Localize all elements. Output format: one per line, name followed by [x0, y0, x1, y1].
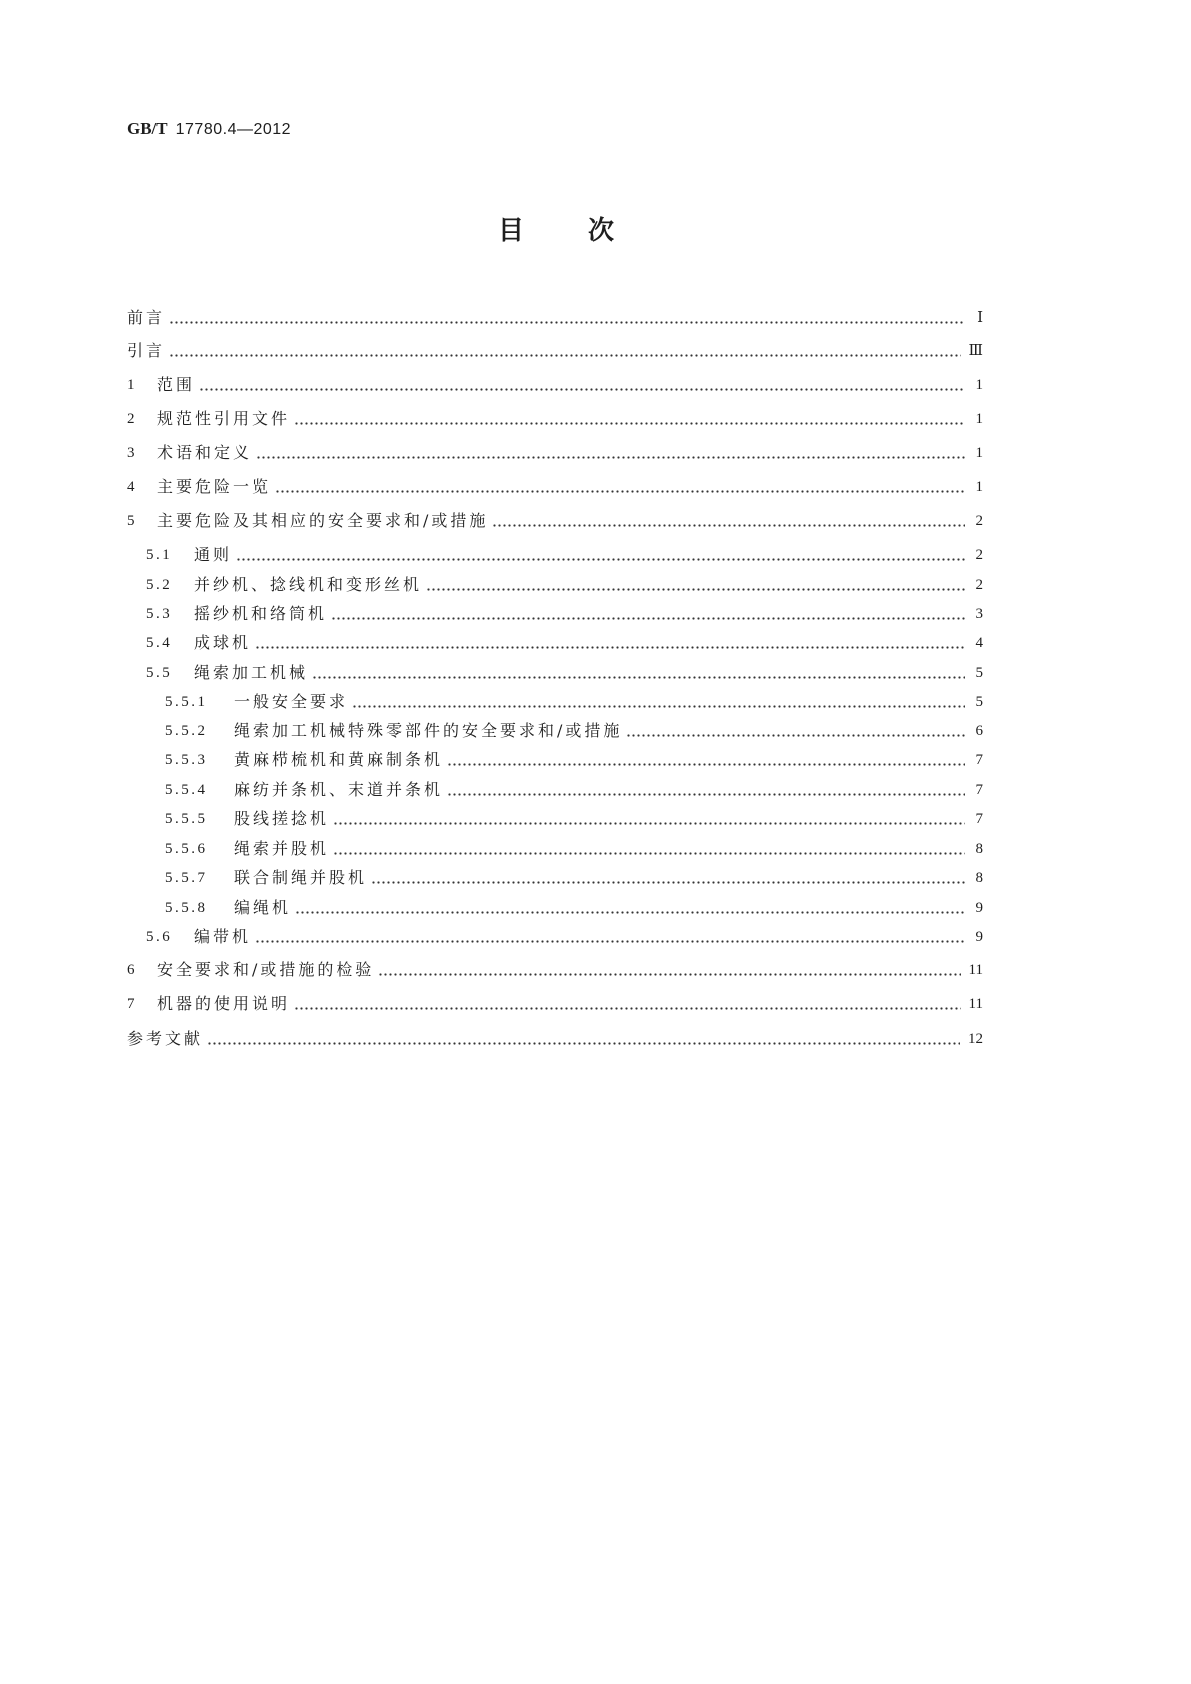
toc-entry-page: Ⅲ [968, 343, 983, 359]
toc-entry-page: 1 [975, 411, 983, 427]
toc-entry-page: 11 [968, 996, 983, 1012]
toc-dot-leader [331, 603, 965, 625]
toc-entry-page: 5 [975, 694, 983, 710]
toc-entry-number: 5.6 [146, 929, 173, 945]
toc-entry [127, 442, 983, 464]
toc-entry-page: 12 [968, 1031, 983, 1047]
toc-dot-leader [371, 867, 965, 889]
toc-entry-number: 5 [127, 513, 137, 529]
toc-entry-number: 5.4 [146, 635, 173, 651]
toc-entry-label: 安全要求和/或措施的检验 [157, 960, 375, 979]
toc-entry-label: 编绳机 [234, 898, 292, 917]
toc-entry-page: 8 [975, 841, 983, 857]
toc-entry [127, 720, 983, 742]
toc-entry-label: 股线搓捻机 [234, 809, 330, 828]
toc-entry [127, 926, 983, 948]
toc-entry [127, 749, 983, 771]
toc-dot-leader [275, 476, 965, 498]
toc-title-char-1: 目 [498, 215, 525, 246]
toc-entry-page: 1 [975, 445, 983, 461]
toc-entry-label: 范围 [157, 375, 196, 394]
toc-entry-label: 规范性引用文件 [157, 409, 291, 428]
toc-entry-page: 2 [975, 547, 983, 563]
toc-entry-label: 并纱机、捻线机和变形丝机 [194, 575, 423, 594]
toc-entry [127, 838, 983, 860]
toc-entry [127, 307, 983, 329]
toc-entry-number: 5.5.6 [165, 841, 208, 857]
table-of-contents [127, 0, 983, 1684]
toc-entry [127, 779, 983, 801]
toc-entry-page: 2 [975, 513, 983, 529]
toc-entry-page: 8 [975, 870, 983, 886]
toc-entry-label: 成球机 [194, 633, 252, 652]
toc-dot-leader [294, 993, 961, 1015]
toc-entry [127, 897, 983, 919]
toc-entry-page: 9 [975, 900, 983, 916]
toc-entry-label: 麻纺并条机、末道并条机 [234, 780, 444, 799]
toc-dot-leader [256, 442, 965, 464]
toc-dot-leader [255, 632, 965, 654]
toc-entry [127, 510, 983, 532]
toc-entry-number: 2 [127, 411, 137, 427]
toc-entry-number: 5.5.2 [165, 723, 208, 739]
toc-entry-page: 1 [975, 479, 983, 495]
standard-code-number: 17780.4—2012 [175, 121, 292, 138]
toc-entry-label: 绳索加工机械特殊零部件的安全要求和/或措施 [234, 721, 623, 740]
toc-dot-leader [333, 838, 965, 860]
toc-dot-leader [492, 510, 965, 532]
toc-entry-label: 一般安全要求 [234, 692, 349, 711]
toc-entry-label: 机器的使用说明 [157, 994, 291, 1013]
toc-dot-leader [255, 926, 965, 948]
toc-entry [127, 662, 983, 684]
toc-entry [127, 867, 983, 889]
toc-dot-leader [447, 779, 965, 801]
toc-dot-leader [169, 307, 965, 329]
toc-dot-leader [426, 574, 965, 596]
toc-entry-label: 前言 [127, 308, 166, 327]
toc-entry-number: 5.5.8 [165, 900, 208, 916]
toc-entry-label: 黄麻栉梳机和黄麻制条机 [234, 750, 444, 769]
toc-entry [127, 691, 983, 713]
toc-entry-number: 5.5 [146, 665, 173, 681]
toc-entry-page: 4 [975, 635, 983, 651]
toc-entry-number: 5.3 [146, 606, 173, 622]
toc-entry [127, 1028, 983, 1050]
toc-entry-number: 5.1 [146, 547, 173, 563]
toc-dot-leader [169, 340, 961, 362]
toc-entry-label: 通则 [194, 545, 233, 564]
toc-entry [127, 808, 983, 830]
toc-entry-page: 7 [975, 752, 983, 768]
toc-dot-leader [236, 544, 965, 566]
toc-entry-label: 摇纱机和络筒机 [194, 604, 328, 623]
toc-entry-page: 6 [975, 723, 983, 739]
toc-entry-label: 引言 [127, 341, 166, 360]
toc-entry-label: 主要危险及其相应的安全要求和/或措施 [157, 511, 489, 530]
standard-code-prefix: GB/T [127, 119, 168, 138]
toc-dot-leader [312, 662, 965, 684]
toc-dot-leader [626, 720, 965, 742]
toc-entry-page: 2 [975, 577, 983, 593]
toc-entry-number: 5.5.3 [165, 752, 208, 768]
toc-entry [127, 544, 983, 566]
toc-entry-label: 绳索并股机 [234, 839, 330, 858]
toc-entry-page: 7 [975, 782, 983, 798]
toc-entry-label: 联合制绳并股机 [234, 868, 368, 887]
toc-entry [127, 374, 983, 396]
toc-entry-page: Ⅰ [977, 310, 983, 326]
toc-entry-page: 7 [975, 811, 983, 827]
toc-entry-label: 编带机 [194, 927, 252, 946]
toc-entry-label: 参考文献 [127, 1029, 204, 1048]
toc-dot-leader [294, 408, 965, 430]
toc-entry-page: 9 [975, 929, 983, 945]
toc-entry [127, 408, 983, 430]
toc-entry-page: 3 [975, 606, 983, 622]
toc-entry [127, 574, 983, 596]
toc-entry-number: 5.5.4 [165, 782, 208, 798]
toc-entry-number: 6 [127, 962, 137, 978]
toc-entry-page: 5 [975, 665, 983, 681]
toc-entry-number: 7 [127, 996, 137, 1012]
toc-entry-label: 绳索加工机械 [194, 663, 309, 682]
toc-entry-number: 3 [127, 445, 137, 461]
toc-dot-leader [295, 897, 965, 919]
toc-entry [127, 340, 983, 362]
toc-dot-leader [378, 959, 960, 981]
toc-entry-page: 1 [975, 377, 983, 393]
toc-entry-label: 术语和定义 [157, 443, 253, 462]
toc-dot-leader [333, 808, 965, 830]
toc-title-char-2: 次 [587, 215, 614, 246]
toc-dot-leader [352, 691, 965, 713]
toc-entry-number: 4 [127, 479, 137, 495]
toc-entry [127, 959, 983, 981]
toc-entry [127, 603, 983, 625]
toc-entry-number: 1 [127, 377, 137, 393]
toc-entry-number: 5.2 [146, 577, 173, 593]
toc-dot-leader [447, 749, 965, 771]
toc-entry [127, 993, 983, 1015]
toc-dot-leader [207, 1028, 960, 1050]
toc-entry-number: 5.5.7 [165, 870, 208, 886]
toc-entry-number: 5.5.5 [165, 811, 208, 827]
toc-entry-page: 11 [968, 962, 983, 978]
toc-entry-number: 5.5.1 [165, 694, 208, 710]
toc-entry [127, 632, 983, 654]
toc-dot-leader [199, 374, 965, 396]
toc-entry [127, 476, 983, 498]
toc-entry-label: 主要危险一览 [157, 477, 272, 496]
